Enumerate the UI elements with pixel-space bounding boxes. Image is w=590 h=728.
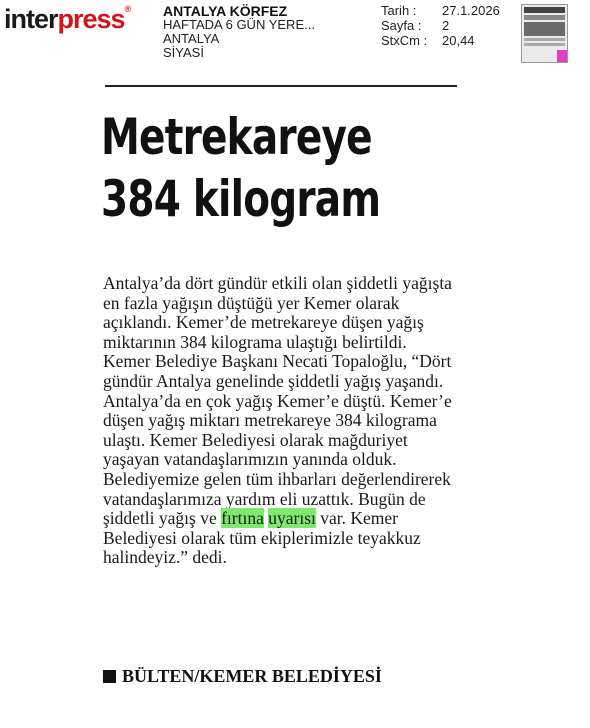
meta-value: 27.1.2026 [442, 3, 500, 18]
logo-part2: press [57, 4, 125, 34]
publication-city: ANTALYA [163, 31, 220, 46]
meta-label: StxCm : [381, 33, 428, 48]
registered-mark: ® [124, 4, 131, 14]
body-text-end: var. Kemer Belediyesi olarak tüm ekiplerimizle teyakkuz halindeyiz.” dedi. [103, 508, 421, 568]
thumbnail-masthead [524, 7, 565, 13]
divider-rule [105, 85, 457, 87]
clip-position-marker [557, 50, 567, 62]
page-thumbnail[interactable] [521, 4, 568, 63]
meta-label: Tarih : [381, 3, 417, 18]
square-bullet-icon [103, 670, 116, 683]
publication-info [163, 4, 315, 60]
meta-value: 2 [442, 18, 450, 33]
source-text: BÜLTEN/KEMER BELEDİYESİ [122, 666, 382, 686]
interpress-logo [4, 4, 130, 35]
publication-frequency: HAFTADA 6 GÜN YERE... [163, 17, 315, 32]
meta-value: 20,44 [442, 33, 475, 48]
highlight-term-2: uyarısı [268, 508, 316, 529]
highlight-term-1: fırtına [221, 508, 264, 529]
article-headline [101, 106, 444, 230]
headline-line-1: Metrekareye [101, 108, 372, 166]
body-text-start: Antalya’da dört gündür etkili olan şiddetli yağışta en fazla yağışın düştüğü yer Kemer olarak açıklandı. Kemer’de metrekareye düşen yağış miktarının 384 kilograma ulaştığı belirtildi. Kemer Belediye Başkanı Necati Topaloğlu, “Dört gündür Antalya genelinde şiddetli yağış yaşandı. Antalya’da en çok yağış Kemer’e düştü. Kemer’e düşen yağış miktarı metrekareye 384 kilograma ulaştı. Kemer Belediyesi olarak mağduriyet yaşayan vatandaşlarımızın yanında olduk. Belediyemize gelen tüm ihbarları değerlendirerek vatandaşlarımıza yardım eli uzattık. Bugün de şiddetli yağış ve [103, 273, 452, 529]
meta-label: Sayfa : [381, 18, 422, 33]
thumbnail-text [524, 38, 565, 41]
publication-category: SİYASİ [163, 45, 204, 60]
meta-row-date [381, 3, 500, 18]
meta-row-page [381, 18, 500, 33]
headline-line-2: 384 kilogram [101, 170, 381, 228]
meta-row-stxcm [381, 33, 500, 48]
thumbnail-text [524, 43, 565, 46]
logo-part1: inter [4, 4, 58, 34]
thumbnail-headline [524, 15, 565, 20]
thumbnail-photo [524, 22, 565, 36]
clipping-meta [381, 3, 500, 48]
publication-name: ANTALYA KÖRFEZ [163, 3, 288, 19]
article-body [103, 274, 455, 568]
article-source [103, 666, 382, 686]
